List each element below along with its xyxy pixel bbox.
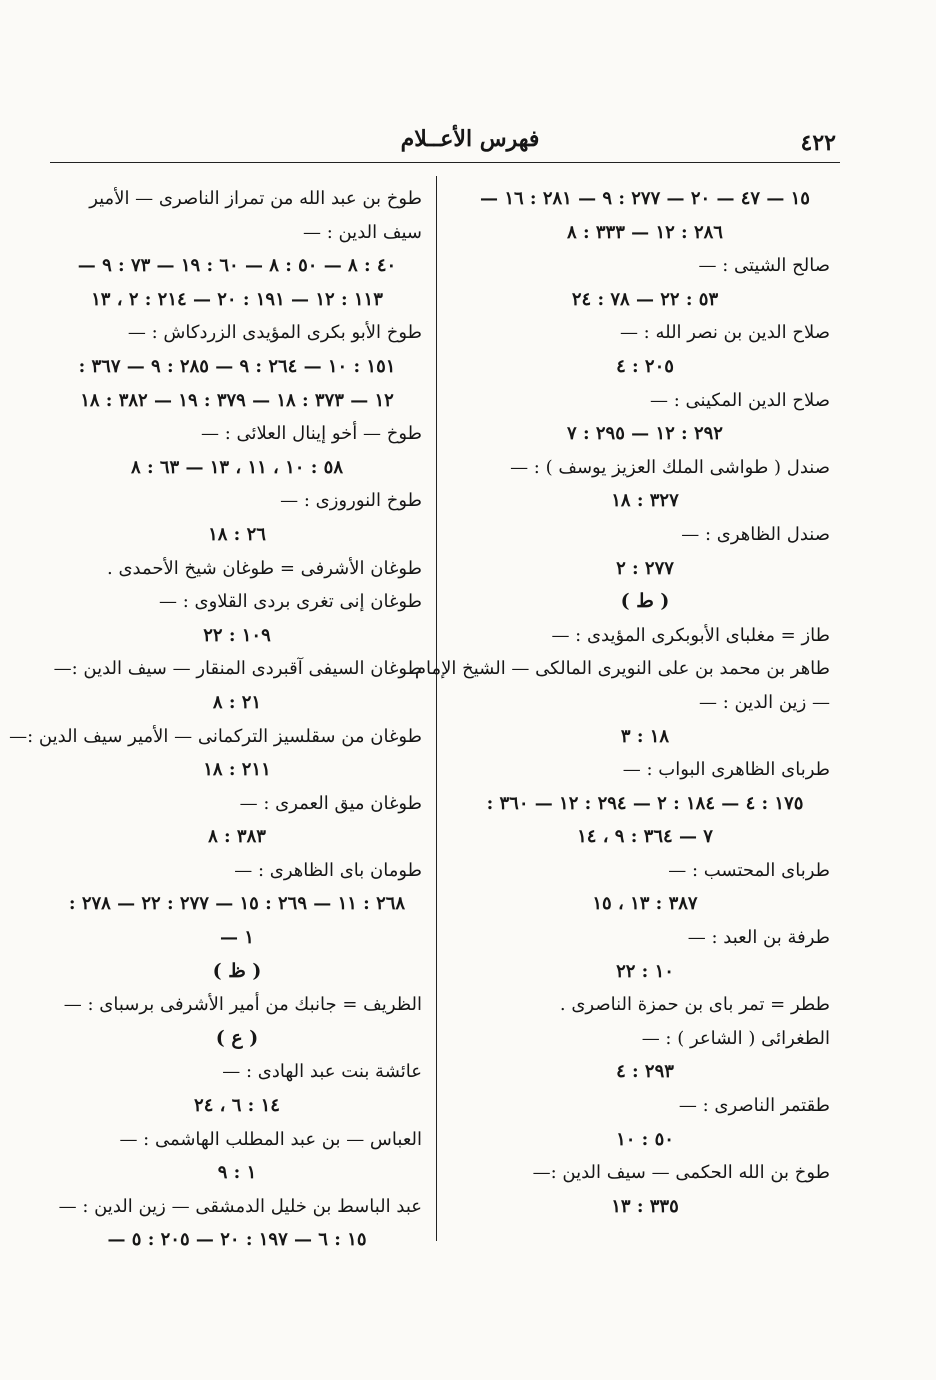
index-entry-name: طوخ الأبو بكرى المؤيدى الزردكاش : — [127,322,422,344]
index-entry-name: طوخ بن عبد الله من تمراز الناصرى — الأمير [89,188,422,209]
header-rule [50,162,840,163]
index-entry-name: — زين الدين : — [698,691,830,713]
page-header [50,124,840,160]
page-references: ١ : ٩ [217,1162,257,1184]
index-entry-name: طاهر بن محمد بن على النويرى المالكى — الشيخ الإمام [414,658,830,680]
left-column [9,182,422,1257]
index-entry-name: عبد الباسط بن خليل الدمشقى — زين الدين : — [58,1195,422,1217]
page-references: ٣٨٧ : ١٣ ، ١٥ [592,893,698,915]
page-references: ١٤ : ٦ ، ٢٤ [194,1095,280,1117]
page-references: ٢٦ : ١٨ [208,523,266,545]
page-references: ١٧٥ : ٤ — ١٨٤ : ٢ — ٢٩٤ : ١٢ — ٣٦٠ : [486,792,804,814]
index-entry-name: الظريف = جانبك من أمير الأشرفى برسباى : — [63,994,422,1016]
page-references: ٢٨٦ : ١٢ — ٣٣٣ : ٨ [567,221,723,243]
page-references: ٢٠٥ : ٤ [616,355,674,377]
index-entry-name: طقتمر الناصرى : — [678,1095,830,1117]
index-entry-name: سيف الدين : — [302,221,422,243]
index-entry-name: صندل الظاهرى : — [681,523,830,545]
index-entry-name: ططر = تمر باى بن حمزة الناصرى . [559,994,830,1016]
index-entry-name: طرفة بن العبد : — [687,927,830,949]
page-references: ٣٨٣ : ٨ [208,826,266,848]
section-letter-heading: ( ط ) [620,590,670,613]
page-references: ١٢ — ٣٧٣ : ١٨ — ٣٧٩ : ١٩ — ٣٨٢ : ١٨ [80,389,394,411]
section-letter-heading: ( ظ ) [212,959,262,982]
page-references: ٥٣ : ٢٢ — ٧٨ : ٢٤ [571,288,719,310]
index-entry-name: طوغان السيفى آقبردى المنقار — سيف الدين :— [53,658,422,680]
index-entry-name: الطغرائى ( الشاعر ) : — [641,1027,830,1049]
page-references: ٣٢٧ : ١٨ [611,490,679,512]
page-references: ٥٠ : ١٠ [616,1128,674,1150]
index-entry-name: طرباى الظاهرى البواب : — [622,759,830,781]
page-references: ٢١١ : ١٨ [203,759,271,781]
index-entry-name: طوغان ميق العمرى : — [239,792,422,814]
index-entry-name: صلاح الدين بن نصر الله : — [619,322,830,344]
index-entry-name: طوخ بن الله الحكمى — سيف الدين :— [532,1162,830,1184]
page-references: ١٠ : ٢٢ [616,960,674,982]
page-references: ٧ — ٣٦٤ : ٩ ، ١٤ [577,826,713,848]
page-references: ٢٧٧ : ٢ [616,557,674,579]
page-references: ١٥ — ٤٧ — ٢٠ — ٢٧٧ : ٩ — ٢٨١ : ١٦ — [480,188,810,209]
index-entry-name: طوخ — أخو إينال العلائى : — [201,423,422,445]
page-references: ١٥١ : ١٠ — ٢٦٤ : ٩ — ٢٨٥ : ٩ — ٣٦٧ : [78,355,396,377]
index-entry-name: العباس — بن عبد المطلب الهاشمى : — [119,1128,422,1150]
index-entry-name: عائشة بنت عبد الهادى : — [222,1061,422,1083]
index-entry-name: طوغان من سقلسيز التركمانى — الأمير سيف الدين :— [9,725,422,747]
page-references: ١٠٩ : ٢٢ [203,624,271,646]
page-references: ٢٩٢ : ١٢ — ٢٩٥ : ٧ [567,423,723,445]
index-entry-name: طاز = مغلباى الأبوبكرى المؤيدى : — [551,624,830,646]
index-entry-name: طرباى المحتسب : — [668,859,830,881]
running-title: فهرس الأعــلام [400,126,540,152]
page-references: ٤٠ : ٨ — ٥٠ : ٨ — ٦٠ : ١٩ — ٧٣ : ٩ — [77,255,397,277]
section-letter-heading: ( ع ) [215,1026,259,1049]
index-entry-name: صلاح الدين المكينى : — [650,389,830,411]
page-references: ١١٣ : ١٢ — ١٩١ : ٢٠ — ٢١٤ : ٢ ، ١٣ [91,288,383,310]
index-entry-name: طوغان الأشرفى = طوغان شيخ الأحمدى . [107,557,422,579]
page-references: ١٥ : ٦ — ١٩٧ : ٢٠ — ٢٠٥ : ٥ — [107,1229,367,1251]
index-entry-name: صندل ( طواشى الملك العزيز يوسف ) : — [510,456,830,478]
index-entry-name: طوغان إنى تغرى بردى القلاوى : — [158,591,422,613]
page-references: ٣٣٥ : ١٣ [611,1195,679,1217]
page-references: ١٨ : ٣ [620,725,670,747]
index-entry-name: طومان باى الظاهرى : — [234,859,422,881]
index-entry-name: طوخ النوروزى : — [280,490,422,512]
column-divider [436,176,437,1241]
page-references: ١ — [220,927,254,949]
page-references: ٢١ : ٨ [212,691,262,713]
index-entry-name: صالح الشيتى : — [698,255,830,277]
page-references: ٢٩٣ : ٤ [616,1061,674,1083]
page-references: ٢٦٨ : ١١ — ٢٦٩ : ١٥ — ٢٧٧ : ٢٢ — ٢٧٨ : [68,893,406,915]
page-references: ٥٨ : ١٠ ، ١١ ، ١٣ — ٦٣ : ٨ [131,456,343,478]
page-number: ٤٢٢ [800,130,836,156]
right-column [414,182,830,1223]
